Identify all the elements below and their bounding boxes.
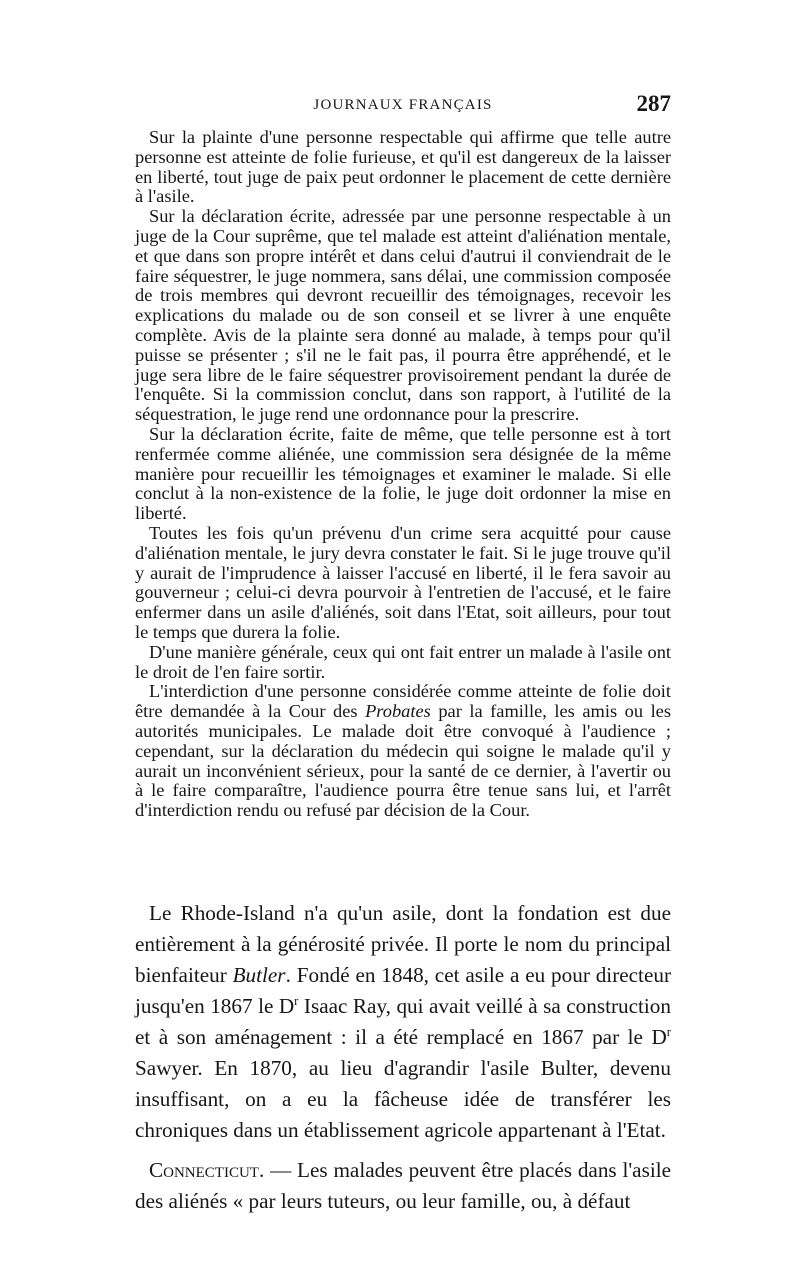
- connecticut-text: — Les malades peuvent être placés dans l'asile des aliénés « par leurs tuteurs, ou leur famille, ou, à défaut: [135, 1158, 671, 1213]
- connecticut-heading: Connecticut.: [149, 1158, 265, 1182]
- main-text-section: [135, 898, 671, 1217]
- interdiction-text-before: L'interdiction d'une personne considérée comme atteinte de folie doit être demandée à la Cour des: [135, 681, 671, 722]
- rhode-island-text-1: Le Rhode-Island n'a qu'un asile, dont la fondation est due entièrement à la générosité privée. Il porte le nom du principal bienfaiteur: [135, 901, 671, 987]
- paragraph-acquittement: Toutes les fois qu'un prévenu d'un crime sera acquitté pour cause d'aliénation mentale, le jury devra constater le fait. Si le juge trouve qu'il y aurait de l'imprudence à laisser l'accusé en liberté, il le fera savoir au gouverneur ; celui-ci devra pourvoir à l'entretien de l'accusé, et le faire enfermer dans un asile d'aliénés, soit dans l'Etat, soit ailleurs, pour tout le temps que durera la folie.: [135, 522, 671, 642]
- small-print-section: [135, 128, 671, 821]
- paragraph-interdiction: [135, 682, 671, 821]
- paragraph-rhode-island: [135, 898, 671, 1146]
- paragraph-declaration-cour-supreme: Sur la déclaration écrite, adressée par une personne respectable à un juge de la Cour suprême, que tel malade est atteint d'aliénation mentale, et que dans son propre intérêt et dans celui d'autrui il conviendrait de le faire séquestrer, le juge nommera, sans délai, une commission composée de trois membres qui devront recueillir des témoignages, recevoir les explications du malade ou de son conseil et se livrer à une enquête complète. Avis de la plainte sera donné au malade, à temps pour qu'il puisse se présenter ; s'il ne le fait pas, il pourra être appréhendé, et le juge sera libre de le faire séquestrer provisoirement pendant la durée de l'enquête. Si la commission conclut, dans son rapport, à l'utilité de la séquestration, le juge rend une ordonnance pour la prescrire.: [135, 206, 671, 425]
- paragraph-plainte: Sur la plainte d'une personne respectable qui affirme que telle autre personne est atteinte de folie furieuse, et qu'il est dangereux de la laisser en liberté, tout juge de paix peut ordonner le placement de cette dernière à l'asile.: [135, 127, 671, 207]
- paragraph-declaration-a-tort: Sur la déclaration écrite, faite de même, que telle personne est à tort renfermée comme aliénée, une commission sera désignée de la même manière pour recueillir les témoignages et examiner le malade. Si elle conclut à la non-existence de la folie, le juge doit ordonner la mise en liberté.: [135, 423, 671, 524]
- interdiction-text-after: par la famille, les amis ou les autorités municipales. Le malade doit être convoqué à l'audience ; cependant, sur la déclaration du médecin qui soigne le malade qu'il y aurait un inconvénient sérieux, pour la santé de ce dernier, à l'avertir ou à le faire comparaître, l'audience pourra être tenue sans lui, et l'arrêt d'interdiction rendu ou refusé par décision de la Cour.: [135, 701, 672, 821]
- paragraph-connecticut: [135, 1155, 671, 1217]
- page-header: [135, 93, 671, 123]
- rhode-island-text-2: . Fondé en 1848, cet asile a eu pour directeur jusqu'en 1867 le D: [135, 963, 671, 1018]
- rhode-island-text-4: Sawyer. En 1870, au lieu d'agrandir l'asile Bulter, devenu insuffisant, on a eu la fâcheuse idée de transférer les chroniques dans un établissement agricole appartenant à l'Etat.: [135, 1056, 671, 1142]
- running-title: JOURNAUX FRANÇAIS: [313, 97, 493, 113]
- doctor-superscript: r: [666, 1024, 671, 1039]
- paragraph-sortie-asile: D'une manière générale, ceux qui ont fait entrer un malade à l'asile ont le droit de l'en faire sortir.: [135, 641, 671, 682]
- probates-italic: Probates: [365, 701, 431, 722]
- page-number: 287: [636, 91, 671, 116]
- rhode-island-text-3: Isaac Ray, qui avait veillé à sa construction et à son aménagement : il a été remplacé en 1867 par le D: [135, 994, 671, 1049]
- doctor-superscript: r: [294, 993, 299, 1008]
- butler-italic: Butler: [232, 963, 286, 987]
